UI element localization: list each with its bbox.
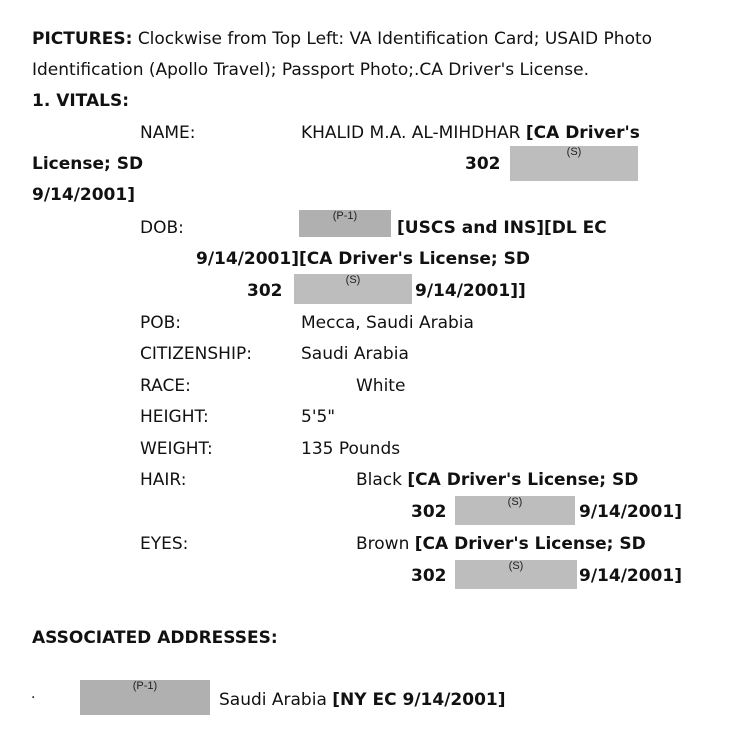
redaction-tag: (S): [345, 274, 361, 286]
redaction-tag: (P-1): [332, 210, 358, 222]
dob-source-1: [USCS and INS][DL EC: [397, 218, 607, 238]
redaction-box: [294, 274, 412, 304]
eyes-date: 9/14/2001]: [579, 566, 682, 586]
eyes-value: Brown: [356, 534, 410, 554]
hair-value-line: [356, 470, 638, 490]
redaction-tag: (S): [566, 146, 582, 158]
dob-code: 302: [247, 281, 283, 301]
race-value: White: [356, 376, 406, 396]
address-value: Saudi Arabia: [219, 690, 327, 710]
eyes-code: 302: [411, 566, 447, 586]
eyes-source: [CA Driver's License; SD: [414, 534, 646, 554]
addresses-heading: ASSOCIATED ADDRESSES:: [32, 628, 278, 648]
redaction-box: [80, 680, 210, 715]
redaction-box: [455, 496, 575, 525]
redaction-box: [299, 210, 391, 237]
redaction-tag: (S): [508, 560, 524, 572]
weight-label: WEIGHT:: [140, 439, 213, 459]
name-source-2: License; SD: [32, 154, 144, 174]
name-date: 9/14/2001]: [32, 185, 135, 205]
name-source-1: [CA Driver's: [525, 123, 640, 143]
redaction-tag: (S): [507, 496, 523, 508]
dob-source-2: 9/14/2001][CA Driver's License; SD: [196, 249, 530, 269]
eyes-label: EYES:: [140, 534, 189, 554]
name-code: 302: [465, 154, 501, 174]
pob-value: Mecca, Saudi Arabia: [301, 313, 474, 333]
address-line: [219, 690, 506, 710]
address-source: [NY EC 9/14/2001]: [332, 690, 506, 710]
citizenship-value: Saudi Arabia: [301, 344, 409, 364]
pictures-text-1: Clockwise from Top Left: VA Identification Card; USAID Photo: [137, 29, 653, 49]
race-label: RACE:: [140, 376, 191, 396]
hair-value: Black: [356, 470, 402, 490]
dob-label: DOB:: [140, 218, 184, 238]
vitals-heading: 1. VITALS:: [32, 91, 129, 111]
dob-date: 9/14/2001]]: [415, 281, 526, 301]
pictures-label: PICTURES:: [32, 29, 133, 49]
hair-label: HAIR:: [140, 470, 187, 490]
pictures-line-1: [32, 29, 652, 49]
weight-value: 135 Pounds: [301, 439, 401, 459]
redaction-box: [510, 146, 638, 181]
address-bullet: ·: [31, 690, 36, 706]
name-label: NAME:: [140, 123, 196, 143]
redaction-box: [455, 560, 577, 589]
redaction-tag: (P-1): [132, 680, 158, 692]
eyes-value-line: [356, 534, 646, 554]
pictures-text-2: Identification (Apollo Travel); Passport Photo;.CA Driver's License.: [32, 60, 590, 80]
height-label: HEIGHT:: [140, 407, 209, 427]
pob-label: POB:: [140, 313, 182, 333]
citizenship-label: CITIZENSHIP:: [140, 344, 252, 364]
height-value: 5'5": [301, 407, 336, 427]
name-value: KHALID M.A. AL-MIHDHAR: [301, 123, 521, 143]
name-value-line: [301, 123, 640, 143]
hair-source: [CA Driver's License; SD: [407, 470, 639, 490]
hair-code: 302: [411, 502, 447, 522]
hair-date: 9/14/2001]: [579, 502, 682, 522]
